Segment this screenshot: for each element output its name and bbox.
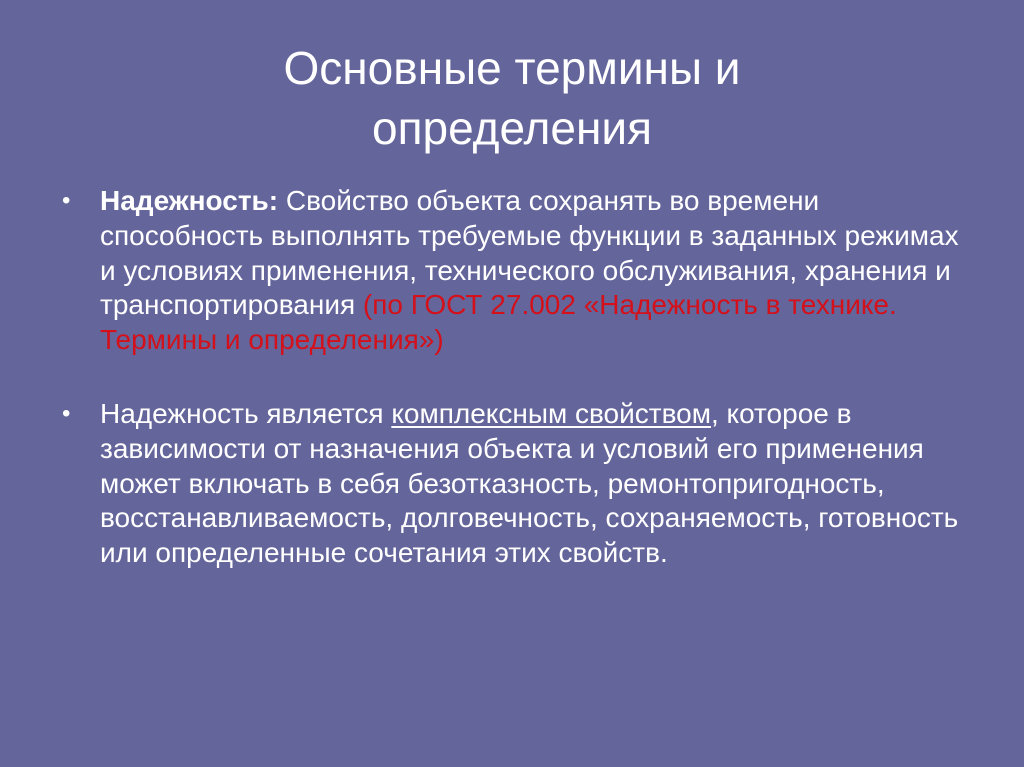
bullet-list xyxy=(62,184,962,571)
bullet-reliability-definition xyxy=(62,184,962,358)
slide-title xyxy=(0,38,1024,158)
complex-property-description: , которое в зависимости от назначения объекта и условий его применения может включать в себя безотказность, ремонтопригодность, восстанавливаемость, долговечность, сохраняемость, готовность или определенные сочетания этих свойств. xyxy=(100,397,959,569)
bullet-dot-icon: • xyxy=(62,187,71,214)
slide-title-line1: Основные термины и xyxy=(283,42,741,94)
definition-text: Свойство объекта сохранять во времени способность выполнять требуемые функции в заданных режимах и условиях применения, технического обслуживания, хранения и транспортирования xyxy=(100,185,959,321)
complex-property-intro: Надежность является xyxy=(100,397,392,429)
gost-reference: (по ГОСТ 27.002 «Надежность в технике. Термины и определения») xyxy=(100,289,897,356)
bullet-complex-property xyxy=(62,397,962,571)
slide-title-line2: определения xyxy=(372,102,652,154)
bullet-dot-icon: • xyxy=(62,399,71,427)
complex-property-term: комплексным свойством xyxy=(391,397,711,429)
term-reliability: Надежность: xyxy=(100,185,279,216)
